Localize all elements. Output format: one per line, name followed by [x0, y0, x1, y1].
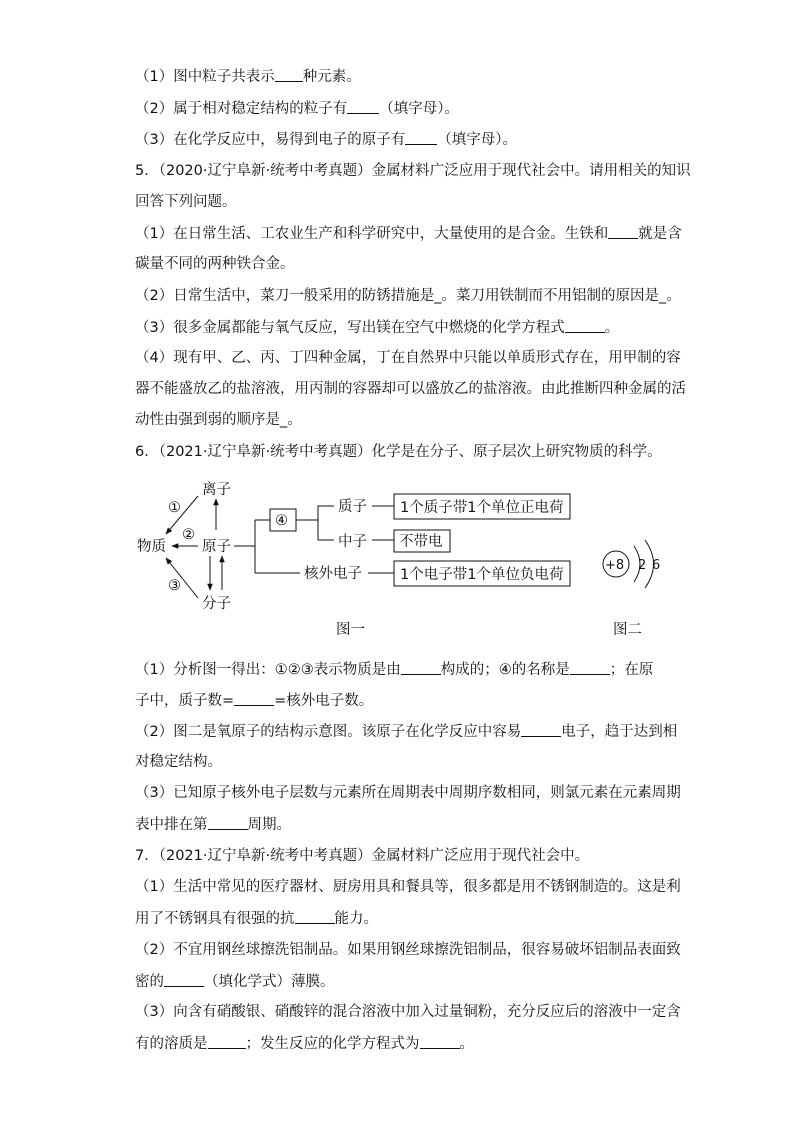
- q5-sub2: （2）日常生活中，菜刀一般采用的防锈措施是_。菜刀用铁制而不用铝制的原因是_。: [135, 288, 681, 304]
- proton-desc: 1个质子带1个单位正电荷: [400, 500, 564, 516]
- text: （3）在化学反应中，易得到电子的原子有: [135, 132, 406, 148]
- shell2-electrons: 6: [652, 558, 661, 573]
- circled-4: ④: [275, 513, 288, 529]
- circled-1: ①: [168, 500, 181, 516]
- text: 就是含: [638, 226, 682, 242]
- q5-sub1-cont: 碳量不同的两种铁合金。: [135, 256, 295, 272]
- q6-sub2: [135, 721, 677, 742]
- text: 电子，趋于达到相: [561, 724, 678, 740]
- figure1-caption: 图一: [336, 622, 365, 638]
- q5-title-cont: 回答下列问题。: [135, 194, 237, 210]
- circled-2: ②: [182, 527, 195, 543]
- text: （填字母）。: [379, 101, 459, 117]
- q7-sub2: （2）不宜用钢丝球擦洗铝制品。如果用钢丝球擦洗铝制品，很容易破坏铝制品表面致: [135, 942, 681, 958]
- text: 能力。: [334, 911, 378, 927]
- q6-sub3-cont: [135, 814, 291, 835]
- text: 表中排在第: [135, 817, 208, 833]
- text: （1）在日常生活、工农业生产和科学研究中，大量使用的是合金。生铁和: [135, 226, 609, 242]
- molecule-label: 分子: [202, 596, 231, 612]
- answer-blank[interactable]: [295, 908, 335, 924]
- text: （1）图中粒子共表示: [135, 69, 275, 85]
- q6-sub1-cont: [135, 690, 373, 711]
- q7-sub3-cont: [135, 1033, 474, 1054]
- answer-blank[interactable]: [208, 814, 248, 830]
- text: 子中，质子数=: [135, 693, 235, 709]
- q7-sub1: （1）生活中常见的医疗器材、厨房用具和餐具等，很多都是用不锈钢制造的。这是利: [135, 879, 681, 895]
- shell1-electrons: 2: [638, 558, 647, 573]
- q6-sub1: [135, 659, 653, 680]
- ion-label: 离子: [202, 482, 231, 498]
- q6-sub2-cont: 对稳定结构。: [135, 754, 222, 770]
- q7-title: 7．（2021·辽宁阜新·统考中考真题）金属材料广泛应用于现代社会中。: [135, 848, 590, 864]
- substance-label: 物质: [137, 539, 166, 555]
- text: 。: [459, 1036, 474, 1052]
- q7-sub2-cont: [135, 971, 335, 992]
- atom-label: 原子: [202, 539, 231, 555]
- text: 密的: [135, 974, 164, 990]
- text: （2）属于相对稳定结构的粒子有: [135, 101, 348, 117]
- text: （填化学式）薄膜。: [204, 974, 335, 990]
- answer-blank[interactable]: [208, 1033, 246, 1049]
- answer-blank[interactable]: [570, 659, 610, 675]
- answer-blank[interactable]: [420, 1033, 460, 1049]
- text: 。: [604, 320, 620, 336]
- nucleus-charge: +8: [605, 558, 625, 573]
- q5-sub4: （4）现有甲、乙、丙、丁四种金属，丁在自然界中只能以单质形式存在，用甲制的容: [135, 350, 681, 366]
- text: ；发生反应的化学方程式为: [245, 1036, 420, 1052]
- neutron-label: 中子: [338, 534, 367, 550]
- text: （填字母）。: [437, 132, 517, 148]
- q5-sub4-cont1: 器不能盛放乙的盐溶液，用丙制的容器却可以盛放乙的盐溶液。由此推断四种金属的活: [135, 381, 686, 397]
- answer-blank[interactable]: [401, 659, 441, 675]
- text: 种元素。: [302, 69, 361, 85]
- electron-label: 核外电子: [304, 566, 362, 582]
- neutron-desc: 不带电: [399, 534, 443, 550]
- text: 周期。: [247, 817, 291, 833]
- circled-3: ③: [168, 578, 181, 594]
- q5-sub4-cont2: 动性由强到弱的顺序是_。: [135, 412, 302, 428]
- figure2-caption: 图二: [613, 622, 642, 638]
- text: （1）分析图一得出：①②③表示物质是由: [135, 662, 401, 678]
- text: 用了不锈钢具有很强的抗: [135, 911, 295, 927]
- electron-desc: 1个电子带1个单位负电荷: [400, 567, 564, 583]
- text: （3）很多金属都能与氧气反应，写出镁在空气中燃烧的化学方程式: [135, 320, 565, 336]
- q6-title: 6．（2021·辽宁阜新·统考中考真题）化学是在分子、原子层次上研究物质的科学。: [135, 444, 662, 460]
- q7-sub1-cont: [135, 908, 378, 929]
- text: 构成的；④的名称是: [440, 662, 570, 678]
- answer-blank[interactable]: [521, 721, 561, 737]
- text: （2）图二是氧原子的结构示意图。该原子在化学反应中容易: [135, 724, 522, 740]
- text: 有的溶质是: [135, 1036, 208, 1052]
- q5-title: 5．（2020·辽宁阜新·统考中考真题）金属材料广泛应用于现代社会中。请用相关的知识: [135, 163, 691, 179]
- text: ；在原: [609, 662, 654, 678]
- q6-sub3: （3）已知原子核外电子层数与元素所在周期表中周期序数相同，则氯元素在元素周期: [135, 785, 681, 801]
- answer-blank[interactable]: [164, 971, 204, 987]
- q7-sub3: （3）向含有硝酸银、硝酸锌的混合溶液中加入过量铜粉，充分反应后的溶液中一定含: [135, 1004, 681, 1020]
- proton-label: 质子: [338, 499, 367, 515]
- text: =核外电子数。: [274, 693, 374, 709]
- answer-blank[interactable]: [234, 690, 274, 706]
